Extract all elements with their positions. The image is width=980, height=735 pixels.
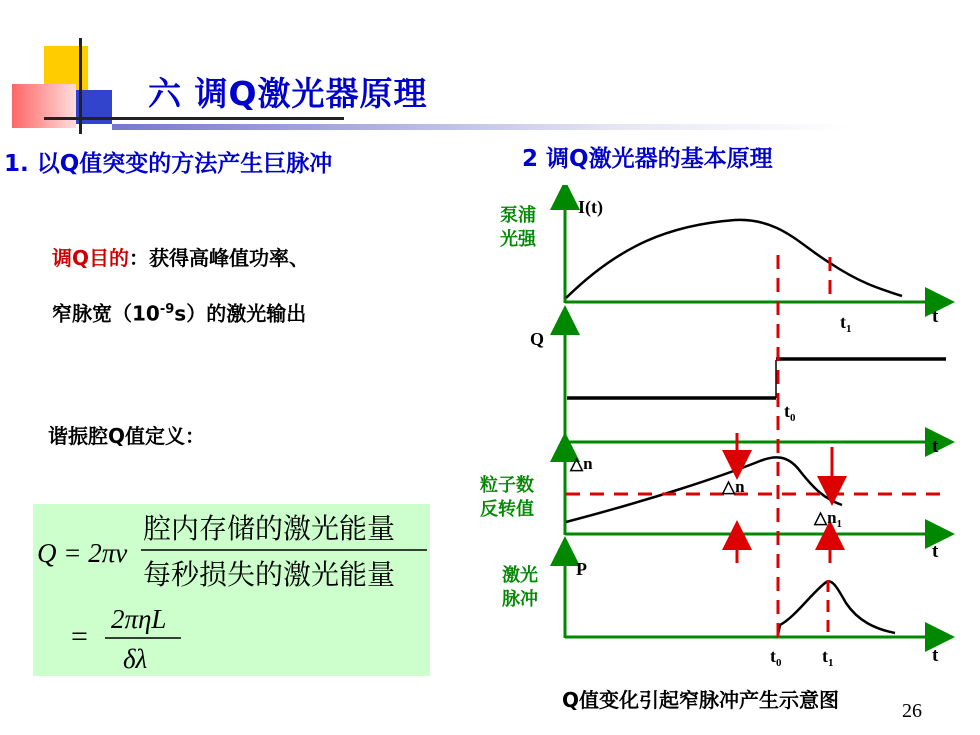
page-number: 26 bbox=[902, 700, 922, 722]
formula-numerator: 腔内存储的激光能量 bbox=[143, 514, 396, 545]
q-formula bbox=[33, 504, 430, 676]
section-heading-2: 2 调Q激光器的基本原理 bbox=[522, 146, 773, 172]
delta-n-axis-label: △n bbox=[570, 454, 593, 473]
t0-label-bottom: $t_0$ bbox=[770, 646, 782, 669]
delta-n-label: △n bbox=[722, 477, 745, 496]
t-label-1: t bbox=[932, 306, 939, 327]
q-axis-label: Q bbox=[530, 329, 545, 349]
pulse-curve bbox=[778, 581, 895, 635]
pump-curve bbox=[566, 220, 902, 298]
logo-horizontal-line bbox=[44, 117, 344, 120]
t-label-3: t bbox=[932, 541, 939, 562]
pulse-label-line-2: 脉冲 bbox=[502, 589, 538, 610]
slide-title: 六 调Q激光器原理 bbox=[148, 74, 428, 113]
pump-label-line-1: 泵浦 bbox=[500, 205, 536, 226]
delta-n1-label: $\triangle n_1$ bbox=[814, 508, 843, 530]
t1-label-top: $t_1$ bbox=[840, 312, 852, 335]
pump-axis-label: I(t) bbox=[578, 197, 603, 217]
inversion-label-line-1: 粒子数 bbox=[480, 475, 534, 496]
q-definition-label: 谐振腔Q值定义： bbox=[48, 424, 206, 448]
purpose-text-1: ：获得高峰值功率、 bbox=[129, 246, 310, 270]
t-label-4: t bbox=[932, 645, 939, 666]
formula-denominator: 每秒损失的激光能量 bbox=[143, 560, 396, 591]
p-axis-label: P bbox=[576, 559, 587, 579]
pulse-label-line-1: 激光 bbox=[502, 565, 538, 586]
purpose-exponent: -9 bbox=[159, 302, 175, 317]
logo-red-square bbox=[12, 84, 76, 128]
t0-label-mid: $t_0$ bbox=[784, 401, 796, 424]
purpose-line-1 bbox=[52, 232, 309, 284]
purpose-text-2b: s）的激光输出 bbox=[174, 301, 307, 326]
pump-side-label bbox=[500, 204, 536, 252]
formula-eq2-denominator: δλ bbox=[123, 644, 148, 674]
formula-eq-sign: = bbox=[71, 620, 88, 653]
inversion-label-line-2: 反转值 bbox=[480, 499, 534, 520]
pulse-side-label bbox=[502, 564, 538, 612]
formula-lhs: Q = 2πν bbox=[37, 538, 128, 568]
section-heading-1: 1. 以Q值突变的方法产生巨脉冲 bbox=[4, 151, 333, 177]
formula-box bbox=[33, 504, 430, 676]
t-label-2: t bbox=[932, 436, 939, 457]
purpose-label: 调Q目的 bbox=[52, 246, 130, 270]
purpose-text-2a: 窄脉宽（10 bbox=[52, 301, 160, 326]
inversion-side-label bbox=[480, 474, 534, 522]
inversion-curve bbox=[566, 457, 842, 522]
purpose-line-2 bbox=[52, 284, 309, 340]
pump-label-line-2: 光强 bbox=[500, 229, 536, 250]
title-underline-gradient bbox=[112, 124, 852, 130]
diagram-caption: Q值变化引起窄脉冲产生示意图 bbox=[562, 688, 840, 712]
purpose-text bbox=[52, 232, 309, 340]
t1-label-bottom: $t_1$ bbox=[822, 646, 834, 669]
formula-eq2-numerator: 2πηL bbox=[111, 604, 167, 634]
q-switch-diagram bbox=[470, 185, 980, 685]
